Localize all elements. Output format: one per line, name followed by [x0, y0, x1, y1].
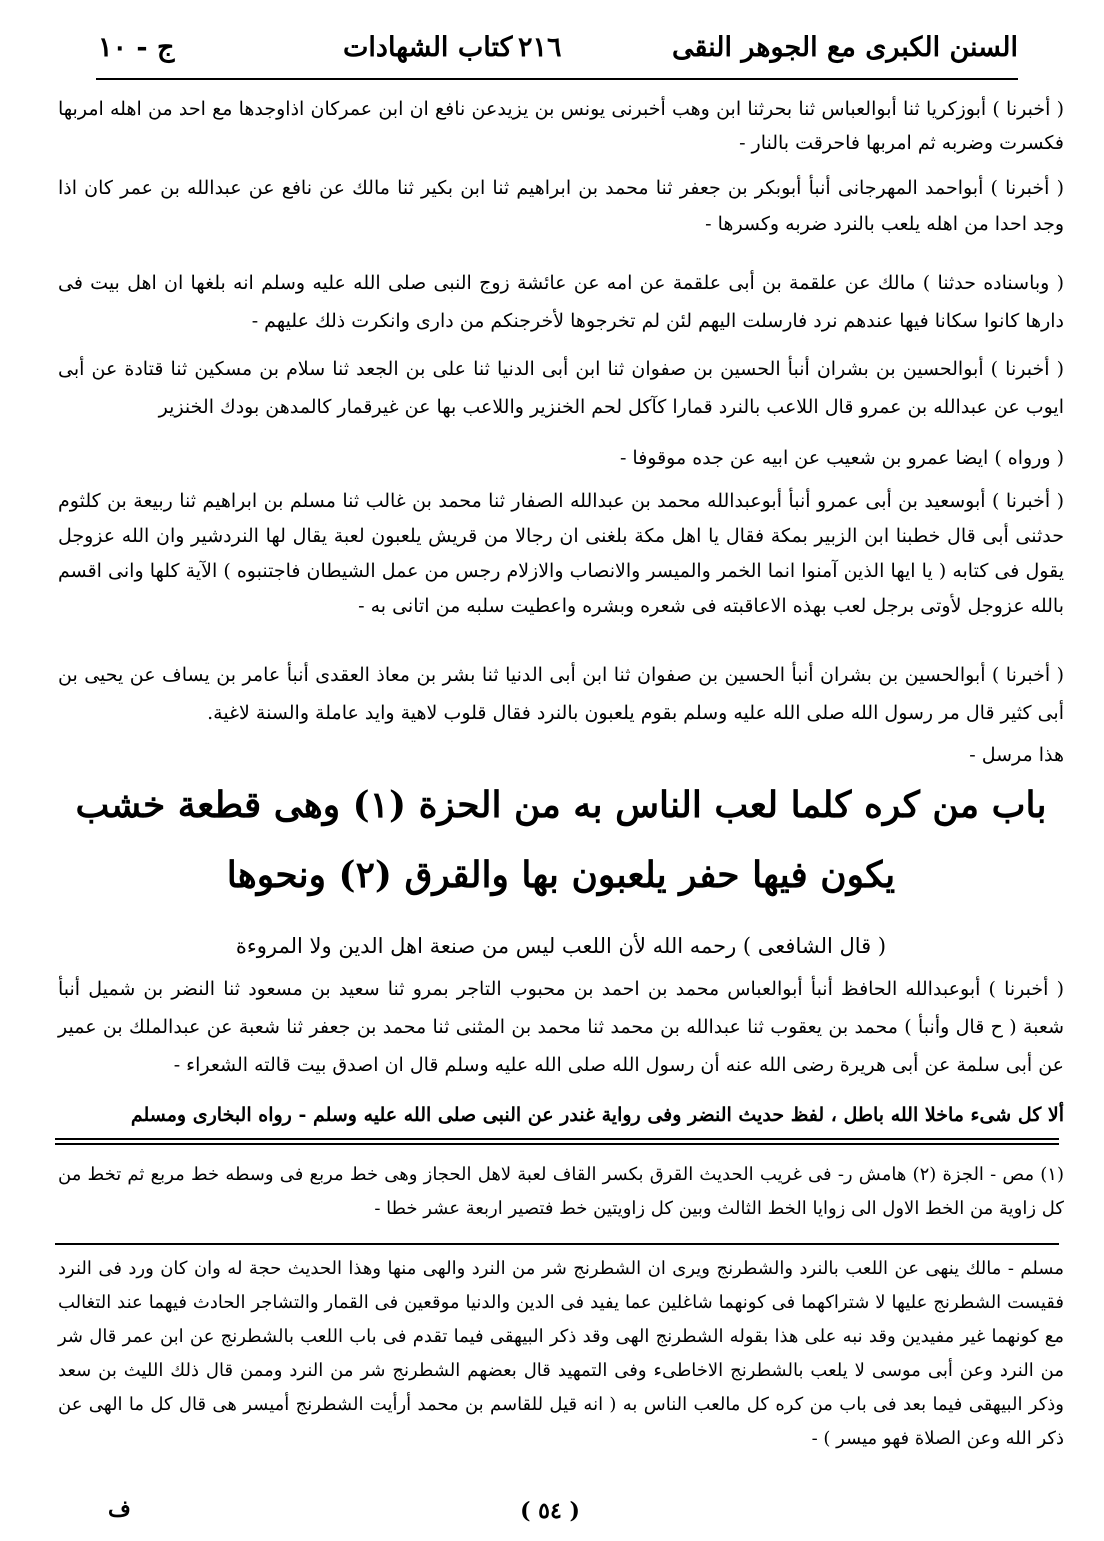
chapter-paragraph-2: ألا كل شىء ماخلا الله باطل ، لفظ حديث النضر وفى رواية غندر عن النبى صلى الله عليه وسلم - رواه البخارى ومسلم — [130, 1104, 1064, 1126]
header-volume: ج - ١٠ — [98, 32, 175, 63]
paragraph-2: ( أخبرنا ) أبواحمد المهرجانى أنبأ أبوبكر بن جعفر ثنا محمد بن ابراهيم ثنا ابن بكير ثنا مالك عن نافع عن عبدالله بن عمر كان اذا وجد احدا من اهله يلعب بالنرد ضربه وكسرها - — [58, 177, 1064, 235]
header-book-title: كتاب الشهادات — [343, 32, 513, 63]
footer-page-number: ( ٥٤ ) — [520, 1498, 580, 1524]
page-header — [98, 30, 1018, 70]
header-page-number: ٢١٦ — [518, 32, 562, 63]
chapter-title-line-1: باب من كره كلما لعب الناس به من الحزة (١) وهى قطعة خشب — [75, 784, 1047, 826]
paragraph-7: ( أخبرنا ) أبوالحسين بن بشران أنبأ الحسين بن صفوان ثنا ابن أبى الدنيا ثنا بشر بن معاذ العقدى أنبأ عامر بن يساف عن يحيى بن أبى كثير قال مر رسول الله صلى الله عليه وسلم بقوم يلعبون بالنرد فقال قلوب لاهية وايد عاملة والسنة لاغية. — [58, 664, 1064, 724]
chapter-subtitle: ( قال الشافعى ) رحمه الله لأن اللعب ليس من صنعة اهل الدين ولا المروءة — [235, 934, 887, 958]
chapter-paragraph-1: ( أخبرنا ) أبوعبدالله الحافظ أنبأ أبوالعباس محمد بن احمد بن محبوب التاجر بمرو ثنا سعيد بن مسعود ثنا النضر بن شميل أنبأ شعبة ( ح قال وأنبأ ) محمد بن يعقوب ثنا عبدالله بن محمد ثنا محمد بن المثنى ثنا محمد بن جعفر ثنا شعبة عن عبدالملك بن عمير عن أبى سلمة عن أبى هريرة رضى الله عنه أن رسول الله صلى الله عليه وسلم قال ان اصدق بيت قالته الشعراء - — [58, 978, 1064, 1076]
commentary: مسلم - مالك ينهى عن اللعب بالنرد والشطرنج ويرى ان الشطرنج شر من النرد والهى منها وهذا الحديث حجة له وان كان ورد فى النرد فقيست الشطرنج عليها لا شتراكهما فى كونهما شاغلين عما يفيد فى الدين والدنيا موقعين فى القمار والتشاجر الحادث فيهما عند التغالب مع كونهما غير مفيدين وقد نبه على هذا بقوله الشطرنج الهى وقد ذكر البيهقى فيما تقدم فى باب اللعب بالشطرنج عن ابن عمر قال شر من النرد وعن أبى موسى لا يلعب بالشطرنج الاخاطىء وفى التمهيد قال بعضهم الشطرنج شر من النرد وممن قال ذلك الليث بن سعد وذكر البيهقى فيما بعد فى باب من كره كل مالعب الناس به ( انه قيل للقاسم بن محمد أرأيت الشطرنج أميسر هى قال كل ما الهى عن ذكر الله وعن الصلاة فهو ميسر ) - — [58, 1258, 1064, 1449]
footnote-rule-top-2 — [55, 1143, 1059, 1145]
paragraph-6: ( أخبرنا ) أبوسعيد بن أبى عمرو أنبأ أبوعبدالله محمد بن عبدالله الصفار ثنا محمد بن غالب ثنا مسلم بن ابراهيم ثنا ربيعة بن كلثوم حدثنى أبى قال خطبنا ابن الزبير بمكة فقال يا اهل مكة بلغنى ان رجالا من قريش يلعبون لعبة يقال لها النردشير وان الله عزوجل يقول فى كتابه ( يا ايها الذين آمنوا انما الخمر والميسر والانصاب والازلام رجس من عمل الشيطان فاجتنبوه ) الآية كلها وانى اقسم بالله عزوجل لأوتى برجل لعب بهذه الاعاقبته فى شعره وبشره واعطيت سلبه من اتانى به - — [58, 490, 1064, 617]
paragraph-3: ( وباسناده حدثنا ) مالك عن علقمة بن أبى علقمة عن امه عن عائشة زوج النبى صلى الله عليه وسلم انه بلغها ان اهل بيت فى دارها كانوا سكانا فيها عندهم نرد فارسلت اليهم لئن لم تخرجوها لأخرجنكم من دارى وانكرت ذلك عليهم - — [58, 272, 1064, 332]
footnote: (١) مص - الجزة (٢) هامش ر- فى غريب الحديث القرق بكسر القاف لعبة لاهل الحجاز وهى خط مربع فى وسطه خط مربع ثم تخط من كل زاوية من الخط الاول الى زوايا الخط الثالث وبين كل زاويتين خط فتصير اربعة عشر خطا - — [58, 1164, 1064, 1219]
header-main-title: السنن الكبرى مع الجوهر النقى — [671, 32, 1018, 63]
paragraph-5: ( ورواه ) ايضا عمرو بن شعيب عن ابيه عن جده موقوفا - — [619, 447, 1064, 469]
footnote-rule-top — [55, 1138, 1059, 1140]
paragraph-4: ( أخبرنا ) أبوالحسين بن بشران أنبأ الحسين بن صفوان ثنا ابن أبى الدنيا ثنا على بن الجعد ثنا سلام بن مسكين ثنا قتادة عن أبى ايوب عن عبدالله بن عمرو قال اللاعب بالنرد قمارا كآكل لحم الخنزير واللاعب بها عن غيرقمار كالمدهن بودك الخنزير — [58, 358, 1064, 418]
commentary-rule — [55, 1243, 1059, 1245]
paragraph-8: هذا مرسل - — [969, 744, 1064, 766]
footer-signature-left: ف — [108, 1496, 131, 1522]
header-rule — [96, 78, 1018, 80]
chapter-title-line-2: يكون فيها حفر يلعبون بها والقرق (٢) ونحوها — [226, 854, 896, 896]
paragraph-1: ( أخبرنا ) أبوزكريا ثنا أبوالعباس ثنا بحرثنا ابن وهب أخبرنى يونس بن يزيدعن نافع ان ابن عمركان اذاوجدها مع احد من اهله امربها فكسرت وضربه ثم امربها فاحرقت بالنار - — [58, 98, 1064, 154]
